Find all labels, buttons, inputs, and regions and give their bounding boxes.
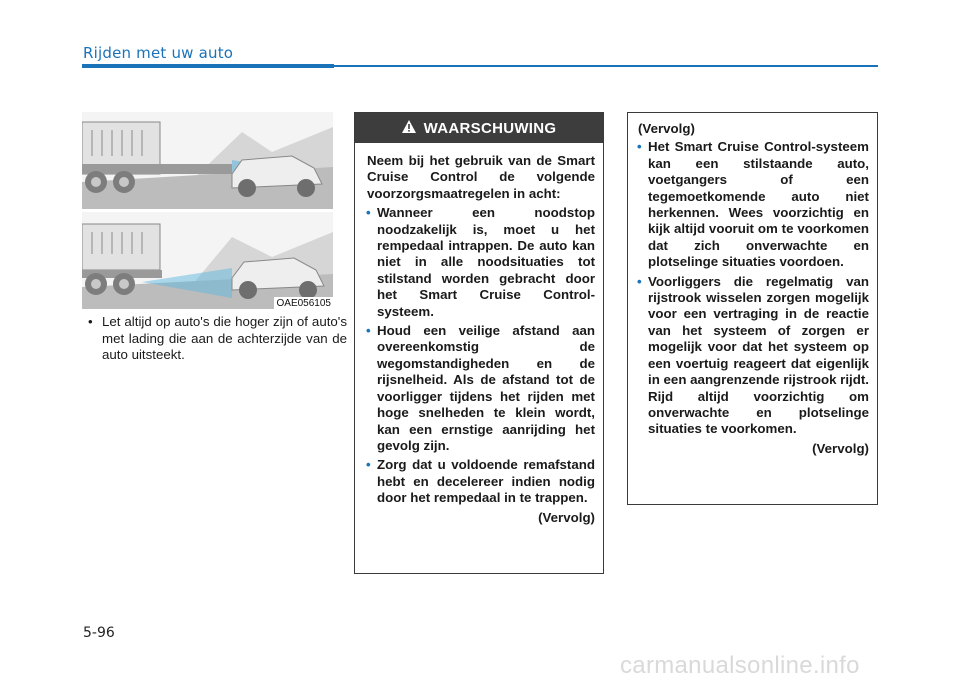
watermark: carmanualsonline.info [620,652,860,679]
warning-item [367,457,595,506]
warning-box [354,112,604,574]
page-number: 5-96 [83,625,115,641]
warning-header [355,113,603,143]
warning-triangle-icon [402,120,416,137]
warning-title: WAARSCHUWING [423,119,557,137]
continued-item [638,139,869,270]
left-bullet [88,314,347,364]
bullet-dot: • [88,314,93,329]
illustration-panel-top [82,112,333,209]
bullet-dot: • [637,139,642,155]
continued-box [627,112,878,505]
continued-item-text: Het Smart Cruise Control-systeem kan een stilstaande auto, voetgangers of een tegemoetkomende auto niet herkennen. Wees voorzichtig en kijk altijd vooruit om te voorkomen dat zich onverwachte en plotselinge situaties voordoen. [648,139,869,270]
illustration-panel-bottom [82,212,333,309]
bullet-dot: • [366,323,371,339]
warning-body [355,143,603,526]
warning-item-text: Zorg dat u voldoende remafstand hebt en decelereer indien nodig door het rempedaal in te trappen. [377,457,595,506]
bullet-dot: • [637,273,642,289]
illustration [82,112,333,309]
bullet-dot: • [366,205,371,221]
warning-item [367,323,595,454]
warning-item-text: Wanneer een noodstop noodzakelijk is, moet u het rempedaal intrappen. De auto kan niet in alle noodsituaties tot stilstand worden gebracht door het Smart Cruise Control-systeem. [377,205,595,319]
warning-intro: Neem bij het gebruik van de Smart Cruise Control de volgende voorzorgsmaatregelen in acht: [367,153,595,201]
bullet-dot: • [366,457,371,473]
warning-continued: (Vervolg) [538,509,595,525]
left-bullet-text: Let altijd op auto's die hoger zijn of auto's met lading die aan de achterzijde van de auto uitsteekt. [102,314,347,362]
image-code: OAE056105 [274,297,334,309]
header-rule-thick [82,64,334,68]
warning-item-text: Houd een veilige afstand aan overeenkomstig de wegomstandigheden en de rijsnelheid. Als de afstand tot de voorligger tijdens het rijden met hoge snelheden te klein wordt, kan een ernstige aanrijding het gevolg zijn. [377,323,595,453]
continued-heading: (Vervolg) [638,121,695,136]
continued-item-text: Voorliggers die regelmatig van rijstrook wisselen zorgen mogelijk voor een vertraging in de reactie van het systeem of zorgen er mogelijk voor dat het systeem op een voertuig reageert dat eigenlijk in een aangrenzende rijstrook rijdt. Rijd altijd voorzichtig om onverwachte en plotselinge situaties te voorkomen. [648,273,869,437]
warning-item [367,205,595,320]
section-title: Rijden met uw auto [83,44,234,62]
continued-footer: (Vervolg) [812,440,869,456]
header-rule-thin [334,65,878,67]
continued-item [638,274,869,438]
